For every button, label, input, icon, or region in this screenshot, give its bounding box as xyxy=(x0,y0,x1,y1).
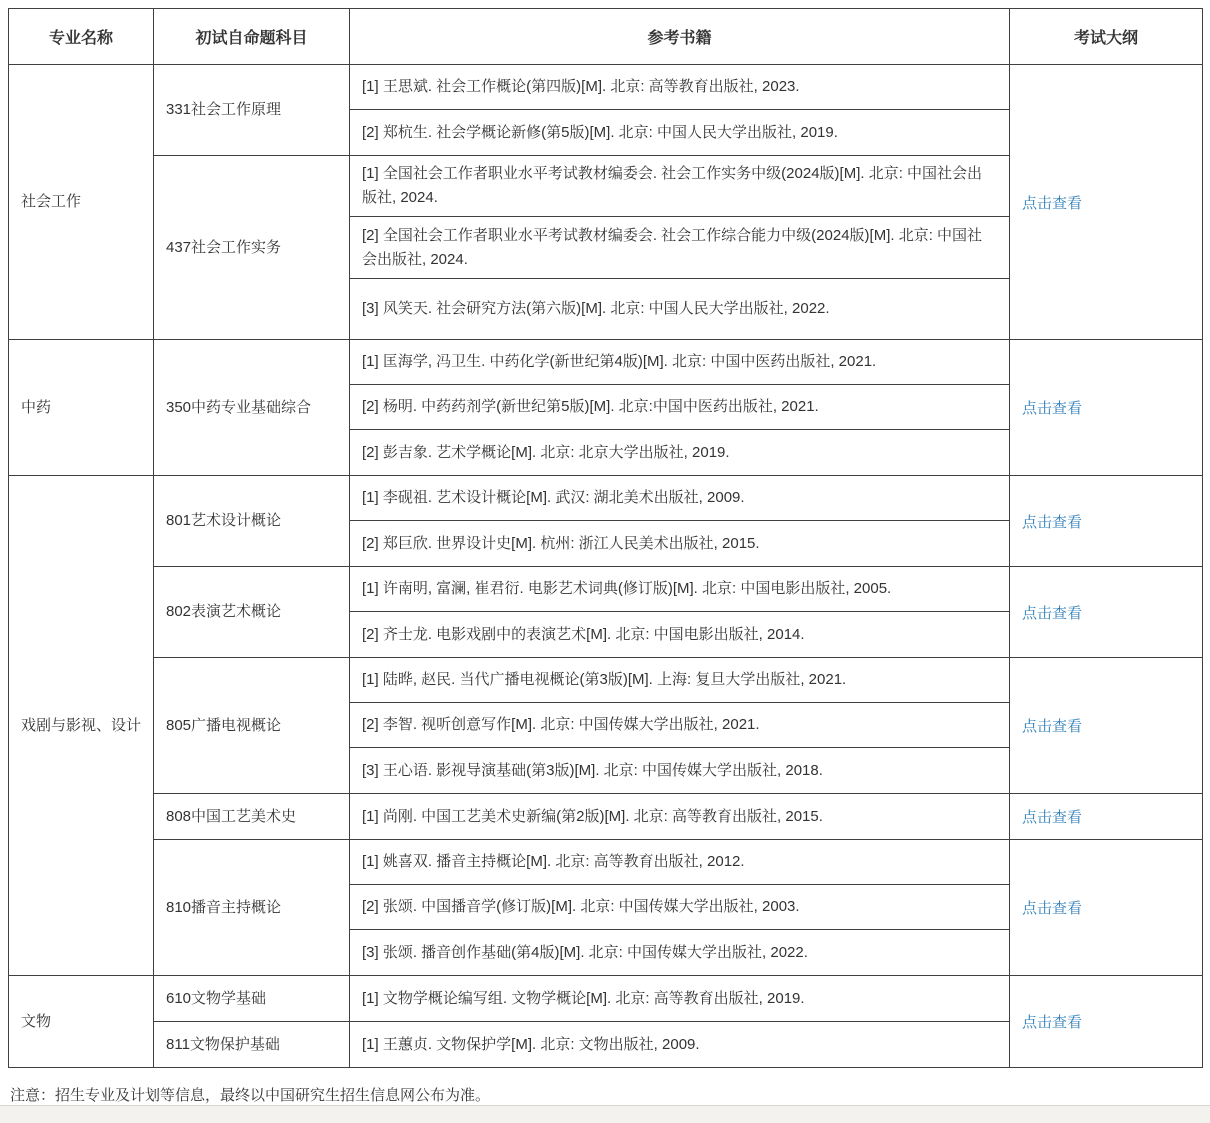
major-row xyxy=(9,476,1202,976)
major-name: 社会工作 xyxy=(9,65,154,339)
major-groups xyxy=(154,65,1202,339)
subject-name: 801艺术设计概论 xyxy=(154,476,350,566)
subject-row xyxy=(154,840,1009,975)
group-subjects xyxy=(154,567,1010,657)
subject-name: 810播音主持概论 xyxy=(154,840,350,975)
subject-row xyxy=(154,1022,1009,1067)
subject-group-row xyxy=(154,476,1202,567)
header-major: 专业名称 xyxy=(9,9,154,64)
table-header xyxy=(9,9,1202,65)
major-row xyxy=(9,976,1202,1067)
subject-name: 811文物保护基础 xyxy=(154,1022,350,1067)
book-list xyxy=(350,567,1009,657)
book-list xyxy=(350,976,1009,1021)
syllabus-cell xyxy=(1010,976,1202,1067)
syllabus-cell xyxy=(1010,476,1202,566)
major-row xyxy=(9,65,1202,340)
book-entry: [1] 文物学概论编写组. 文物学概论[M]. 北京: 高等教育出版社, 2019. xyxy=(362,989,805,1007)
book-entry: [1] 尚刚. 中国工艺美术史新编(第2版)[M]. 北京: 高等教育出版社, 2015. xyxy=(362,807,823,825)
subject-group-row xyxy=(154,567,1202,658)
book-entry: [2] 彭吉象. 艺术学概论[M]. 北京: 北京大学出版社, 2019. xyxy=(362,443,730,461)
subject-name: 808中国工艺美术史 xyxy=(154,794,350,839)
header-subject: 初试自命题科目 xyxy=(154,9,350,64)
subject-group-row xyxy=(154,340,1202,475)
group-subjects xyxy=(154,840,1010,975)
syllabus-cell xyxy=(1010,340,1202,475)
subject-row xyxy=(154,658,1009,793)
group-subjects xyxy=(154,976,1010,1067)
book-entry: [1] 匡海学, 冯卫生. 中药化学(新世纪第4版)[M]. 北京: 中国中医药出版社, 2021. xyxy=(350,340,1009,385)
header-syllabus: 考试大纲 xyxy=(1073,30,1138,47)
subject-group-row xyxy=(154,794,1202,840)
book-list xyxy=(350,840,1009,975)
view-syllabus-link[interactable]: 点击查看 xyxy=(1022,604,1083,622)
group-subjects xyxy=(154,340,1010,475)
book-entry: [2] 杨明. 中药药剂学(新世纪第5版)[M]. 北京:中国中医药出版社, 2021. xyxy=(350,385,1009,430)
subject-name: 437社会工作实务 xyxy=(154,156,350,339)
book-entry: [2] 郑巨欣. 世界设计史[M]. 杭州: 浙江人民美术出版社, 2015. xyxy=(362,534,760,552)
book-list xyxy=(350,794,1009,839)
book-entry: [1] 全国社会工作者职业水平考试教材编委会. 社会工作实务中级(2024版)[M]. 北京: 中国社会出版社, 2024. xyxy=(350,156,1009,217)
footnote: 注意：招生专业及计划等信息，最终以中国研究生招生信息网公布为准。 xyxy=(10,1087,491,1104)
reference-books-table xyxy=(8,8,1203,1068)
book-entry: [1] 姚喜双. 播音主持概论[M]. 北京: 高等教育出版社, 2012. xyxy=(350,840,1009,885)
book-entry: [3] 风笑天. 社会研究方法(第六版)[M]. 北京: 中国人民大学出版社, 2022. xyxy=(362,299,830,317)
subject-row xyxy=(154,65,1009,156)
subject-group-row xyxy=(154,840,1202,975)
book-entry: [3] 张颂. 播音创作基础(第4版)[M]. 北京: 中国传媒大学出版社, 2022. xyxy=(362,943,808,961)
major-groups xyxy=(154,976,1202,1067)
table-body xyxy=(9,65,1202,1067)
syllabus-cell xyxy=(1010,794,1202,839)
header-books: 参考书籍 xyxy=(350,9,1010,64)
subject-row xyxy=(154,794,1009,839)
subject-name: 805广播电视概论 xyxy=(154,658,350,793)
view-syllabus-link[interactable]: 点击查看 xyxy=(1022,400,1083,417)
subject-group-row xyxy=(154,976,1202,1067)
book-entry: [1] 王思斌. 社会工作概论(第四版)[M]. 北京: 高等教育出版社, 2023. xyxy=(350,65,1009,110)
subject-name: 350中药专业基础综合 xyxy=(154,340,350,475)
subject-group-row xyxy=(154,65,1202,339)
subject-row xyxy=(154,476,1009,566)
major-groups xyxy=(154,340,1202,475)
book-list xyxy=(350,340,1009,475)
view-syllabus-link[interactable]: 点击查看 xyxy=(1022,194,1083,212)
major-name: 中药 xyxy=(9,340,154,475)
view-syllabus-link[interactable]: 点击查看 xyxy=(1022,900,1083,917)
book-entry: [2] 全国社会工作者职业水平考试教材编委会. 社会工作综合能力中级(2024版)[M]. 北京: 中国社会出版社, 2024. xyxy=(350,217,1009,278)
group-subjects xyxy=(154,794,1010,839)
subject-row xyxy=(154,156,1009,339)
book-list xyxy=(350,476,1009,566)
bottom-bar xyxy=(0,1105,1210,1123)
book-list xyxy=(350,1022,1009,1067)
subject-row xyxy=(154,340,1009,475)
book-entry: [2] 郑杭生. 社会学概论新修(第5版)[M]. 北京: 中国人民大学出版社, 2019. xyxy=(362,123,838,141)
view-syllabus-link[interactable]: 点击查看 xyxy=(1022,809,1083,826)
subject-row xyxy=(154,976,1009,1022)
major-groups xyxy=(154,476,1202,975)
group-subjects xyxy=(154,65,1010,339)
syllabus-cell xyxy=(1010,567,1202,657)
view-syllabus-link[interactable]: 点击查看 xyxy=(1022,718,1083,735)
syllabus-cell xyxy=(1010,65,1202,339)
book-list xyxy=(350,65,1009,155)
book-entry: [2] 张颂. 中国播音学(修订版)[M]. 北京: 中国传媒大学出版社, 2003. xyxy=(350,885,1009,930)
subject-name: 802表演艺术概论 xyxy=(154,567,350,657)
major-row xyxy=(9,340,1202,476)
subject-group-row xyxy=(154,658,1202,794)
major-name: 戏剧与影视、设计 xyxy=(9,476,154,975)
subject-name: 610文物学基础 xyxy=(154,976,350,1021)
book-entry: [1] 许南明, 富澜, 崔君衍. 电影艺术词典(修订版)[M]. 北京: 中国电影出版社, 2005. xyxy=(350,567,1009,612)
book-entry: [1] 陆晔, 赵民. 当代广播电视概论(第3版)[M]. 上海: 复旦大学出版社, 2021. xyxy=(350,658,1009,703)
book-list xyxy=(350,658,1009,793)
group-subjects xyxy=(154,476,1010,566)
group-subjects xyxy=(154,658,1010,793)
book-entry: [3] 王心语. 影视导演基础(第3版)[M]. 北京: 中国传媒大学出版社, 2018. xyxy=(362,761,823,779)
major-name: 文物 xyxy=(9,976,154,1067)
syllabus-cell xyxy=(1010,658,1202,793)
book-entry: [1] 李砚祖. 艺术设计概论[M]. 武汉: 湖北美术出版社, 2009. xyxy=(350,476,1009,521)
subject-row xyxy=(154,567,1009,657)
book-list xyxy=(350,156,1009,339)
syllabus-cell xyxy=(1010,840,1202,975)
subject-name: 331社会工作原理 xyxy=(154,65,350,155)
view-syllabus-link[interactable]: 点击查看 xyxy=(1022,1014,1083,1031)
book-entry: [2] 李智. 视听创意写作[M]. 北京: 中国传媒大学出版社, 2021. xyxy=(350,703,1009,748)
book-entry: [1] 王蕙贞. 文物保护学[M]. 北京: 文物出版社, 2009. xyxy=(362,1035,700,1053)
book-entry: [2] 齐士龙. 电影戏剧中的表演艺术[M]. 北京: 中国电影出版社, 2014. xyxy=(362,625,805,643)
view-syllabus-link[interactable]: 点击查看 xyxy=(1022,513,1083,531)
